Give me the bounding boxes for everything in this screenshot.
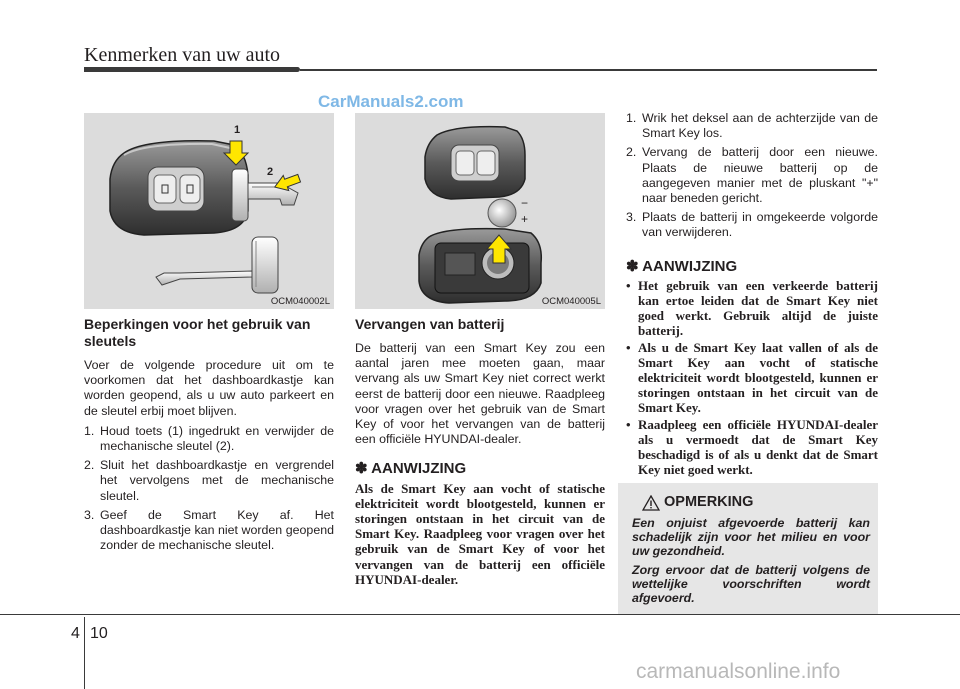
bullet-text: Het gebruik van een verkeerde batterij kan ertoe leiden dat de Smart Key niet goed werkt. Gebruik altijd de juiste batterij. — [638, 277, 878, 339]
step-number: 3. — [84, 507, 95, 522]
list-item — [84, 508, 334, 554]
figure-battery-replacement — [355, 113, 605, 309]
figure-smart-key-mechanical — [84, 113, 334, 309]
list-item — [626, 278, 878, 339]
list-item — [626, 340, 878, 416]
battery-steps-list — [626, 111, 878, 241]
header-rule-thin — [300, 69, 877, 71]
list-item — [84, 458, 334, 504]
note-title: ✽ AANWIJZING — [626, 257, 738, 275]
step-text: Vervang de batterij door een nieuwe. Plaats de nieuwe batterij op de aangegeven manier met de pluskant "+" naar beneden gericht. — [642, 145, 878, 206]
list-item — [626, 210, 878, 240]
bullet-text: Als u de Smart Key laat vallen of als de Smart Key aan vocht of statische elektriciteit wordt blootgesteld, kunnen er storingen ontstaan in het circuit van de Smart Key. — [638, 339, 878, 416]
bullet-dot: • — [626, 277, 631, 293]
step-text: Plaats de batterij in omgekeerde volgorde van verwijderen. — [642, 210, 878, 240]
step-text: Wrik het deksel aan de achterzijde van de Smart Key los. — [642, 111, 878, 141]
section-title-key-restrictions: Beperkingen voor het gebruik van sleutels — [84, 316, 311, 349]
list-item — [626, 417, 878, 478]
list-item — [626, 145, 878, 206]
minus-sign: − — [521, 196, 529, 210]
warning-triangle-icon — [642, 495, 660, 511]
step-number: 1. — [626, 111, 637, 125]
plus-sign: + — [521, 212, 529, 226]
step-text: Geef de Smart Key af. Het dashboardkastje kan niet worden geopend zonder de mechanische sleutel. — [100, 507, 334, 553]
section-title-battery: Vervangen van batterij — [355, 316, 505, 332]
procedure-list — [84, 424, 334, 554]
caution-paragraph: Zorg ervoor dat de batterij volgens de wettelijke voorschriften wordt afgevoerd. — [632, 562, 870, 606]
caution-body — [632, 516, 870, 609]
column-battery-steps — [626, 111, 878, 478]
note-title: ✽ AANWIJZING — [355, 460, 467, 478]
bullet-dot: • — [626, 339, 631, 355]
note-text: Als de Smart Key aan vocht of statische elektriciteit wordt blootgesteld, kunnen er storingen ontstaan in het circuit van de Smart Key. Raadpleeg voor vragen over het gebruik van de Smart Key of voor het vervangen van de batterij een officiële HYUNDAI-dealer. — [355, 480, 605, 587]
battery-illustration — [355, 113, 605, 309]
column-key-restrictions — [84, 316, 334, 557]
intro-paragraph: Voer de volgende procedure uit om te voorkomen dat het dashboardkastje kan worden geopend, als u uw auto parkeert en de sleutel erbij moet blijven. — [84, 358, 334, 418]
bullet-text: Raadpleeg een officiële HYUNDAI-dealer als u vermoedt dat de Smart Key beschadigd is of als u denkt dat de Smart Key niet goed werkt. — [638, 416, 878, 478]
step-number: 2. — [626, 145, 637, 160]
bullet-dot: • — [626, 416, 631, 432]
list-item — [84, 424, 334, 454]
footer-rule — [0, 614, 960, 615]
callout-1: 1 — [234, 124, 241, 136]
page-number: 10 — [90, 625, 108, 642]
step-text: Sluit het dashboardkastje en vergrendel het vervolgens met de mechanische sleutel. — [100, 458, 334, 503]
callout-2: 2 — [267, 166, 274, 178]
list-item — [626, 111, 878, 141]
step-text: Houd toets (1) ingedrukt en verwijder de mechanische sleutel (2). — [100, 423, 334, 454]
step-number: 1. — [84, 423, 95, 438]
header-rule-thick — [84, 67, 300, 72]
figure-code: OCM040005L — [541, 296, 601, 307]
column-battery — [355, 316, 605, 587]
battery-paragraph: De batterij van een Smart Key zou een aantal jaren mee moeten gaan, maar vervang als uw Smart Key niet correct werkt eerst de batterij door een nieuwe. Raadpleeg voor vragen over het gebruik van de Smart Key of voor het vervangen van de batterij een officiële HYUNDAI-dealer. — [355, 341, 605, 447]
footer-watermark[interactable]: carmanualsonline.info — [636, 660, 841, 683]
note-bullets — [626, 278, 878, 478]
step-number: 3. — [626, 210, 637, 225]
footer-divider — [84, 617, 85, 689]
caution-box — [618, 483, 878, 615]
site-watermark[interactable]: CarManuals2.com — [318, 92, 464, 111]
caution-paragraph: Een onjuist afgevoerde batterij kan schadelijk zijn voor het milieu en voor uw gezondheid. — [632, 516, 870, 559]
header-title: Kenmerken van uw auto — [84, 44, 281, 66]
figure-code: OCM040002L — [270, 296, 330, 307]
step-number: 2. — [84, 458, 95, 473]
caution-title: OPMERKING — [664, 494, 754, 510]
smart-key-illustration — [84, 113, 334, 309]
section-number: 4 — [71, 625, 80, 642]
